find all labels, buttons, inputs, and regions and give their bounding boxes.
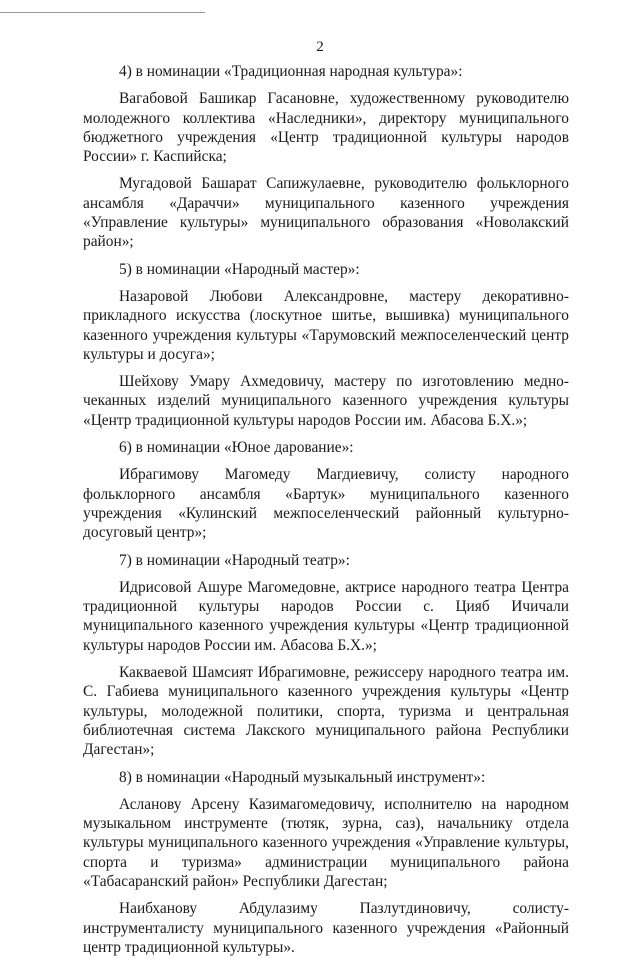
- award-entry: Наибханову Абдулазиму Пазлутдиновичу, солисту-инструменталисту муниципального казенного учреждения «Районный центр традиционной культуры».: [83, 900, 569, 956]
- nomination-heading: 8) в номинации «Народный музыкальный инструмент»:: [119, 768, 486, 786]
- nomination-heading: 4) в номинации «Традиционная народная культура»:: [119, 63, 463, 80]
- page-number: 2: [316, 39, 324, 55]
- nomination-heading: 6) в номинации «Юное дарование»:: [119, 439, 354, 457]
- award-entry: Вагабовой Башикар Гасановне, художественному руководителю молодежного коллектива «Наследники», директору муниципального бюджетного учреждения «Центр традиционной культуры народов России» г. Каспийска;: [83, 90, 569, 166]
- award-entry: Шейхову Умару Ахмедовичу, мастеру по изготовлению медно-чеканных изделий муниципального казенного учреждения культуры «Центр традиционной культуры народов России им. Абасова Б.Х.»;: [83, 373, 569, 429]
- award-entry: Какваевой Шамсият Ибрагимовне, режиссеру народного театра им. С. Габиева муниципального казенного учреждения культуры «Центр культуры, молодежной политики, спорта, туризма и центральная библиотечная система Лакского муниципального района Республики Дагестан»;: [83, 664, 569, 759]
- award-entry: Назаровой Любови Александровне, мастеру декоративно-прикладного искусства (лоскутное шитье, вышивка) муниципального казенного учреждения культуры «Тарумовский межпоселенческий центр культуры и досуга»;: [83, 287, 569, 363]
- award-entry: Идрисовой Ашуре Магомедовне, актрисе народного театра Центра традиционной культуры народов России с. Цияб Ичичали муниципального казенного учреждения культуры «Центр традиционной культуры народов России им. Абасова Б.Х.»;: [83, 578, 569, 654]
- nomination-heading: 5) в номинации «Народный мастер»:: [119, 260, 360, 278]
- award-entry: Ибрагимову Магомеду Магдиевичу, солисту народного фольклорного ансамбля «Бартук» муниципального казенного учреждения «Кулинский межпоселенческий районный культурно-досуговый центр»;: [83, 466, 569, 542]
- scan-edge-line: [0, 12, 205, 13]
- award-entry: Мугадовой Башарат Сапижулаевне, руководителю фольклорного ансамбля «Дараччи» муниципального казенного учреждения «Управление культуры» муниципального образования «Новолакский район»;: [83, 175, 569, 251]
- award-entry: Асланову Арсену Казимагомедовичу, исполнителю на народном музыкальном инструменте (тютяк, зурна, саз), начальнику отдела культуры муниципального казенного учреждения «Управление культуры, спорта и туризма» администрации муниципального района «Табасаранский район» Республики Дагестан;: [83, 795, 569, 890]
- nomination-heading: 7) в номинации «Народный театр»:: [119, 551, 350, 569]
- document-body: [83, 62, 569, 965]
